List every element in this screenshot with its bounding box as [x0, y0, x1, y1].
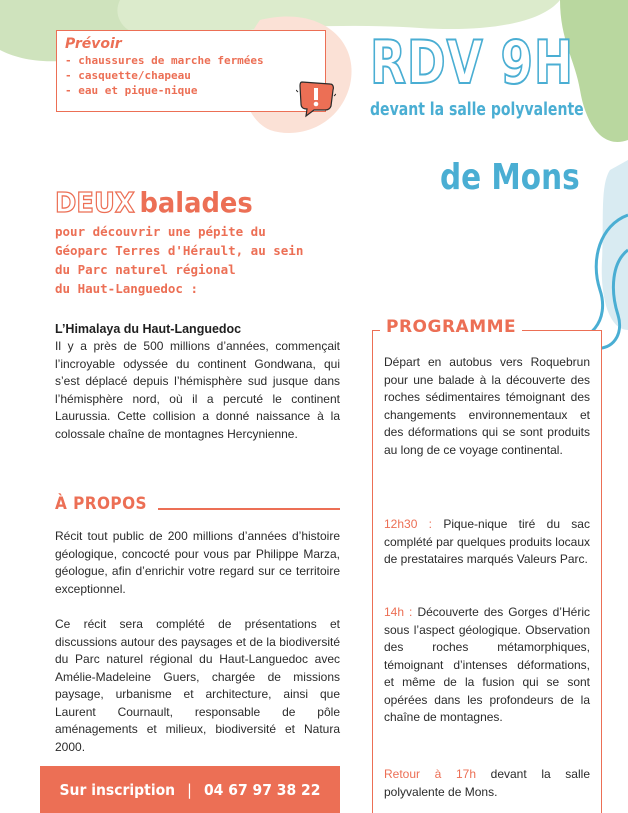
apropos-p2-block [55, 616, 340, 756]
prevoir-title: Prévoir [65, 36, 122, 52]
apropos-title: À PROPOS [55, 494, 148, 514]
programme-step-3 [384, 766, 590, 801]
prevoir-item: - eau et pique-nique [65, 84, 198, 97]
programme-text-2: Découverte des Gorges d’Héric sous l’aspect géologique. Observation des roches métamorphiques, témoignant d’intenses déformations, et même de la fusion qui se sont opérées dans les profondeurs de la chaîne de montagnes. [384, 605, 590, 724]
prevoir-item: - chaussures de marche fermées [65, 54, 264, 67]
programme-time-3: Retour à 17h [384, 767, 476, 781]
programme-intro-block [384, 354, 590, 459]
headline-line: du Haut-Languedoc : [55, 281, 198, 296]
programme-text-3: devant la salle polyvalente de Mons. [384, 767, 590, 799]
programme-step-1 [384, 516, 590, 569]
himalaya-section [55, 322, 340, 443]
inscription-label: Sur inscription [59, 780, 176, 799]
inscription-banner [40, 766, 340, 813]
warning-bubble-icon [296, 78, 336, 118]
headline [55, 188, 345, 298]
apropos-p2: Ce récit sera complété de présentations et discussions autour des paysages et de la biodiversité du Parc naturel régional du Haut-Languedoc avec Amélie-Madeleine Guers, chargée de missions paysage, urbanisme et architecture, ainsi que Laurent Cournault, responsable de pôle aménagements et milieux, biodiversité et Natura 2000. [55, 617, 340, 754]
programme-title: PROGRAMME [380, 317, 522, 337]
programme-step-2 [384, 604, 590, 727]
prevoir-item: - casquette/chapeau [65, 69, 191, 82]
headline-line: du Parc naturel régional [55, 262, 236, 277]
programme-text-1: Pique-nique tiré du sac complété par quelques produits locaux de prestataires marqués Valeurs Parc. [384, 517, 590, 566]
rdv-place: de Mons [440, 157, 580, 198]
rdv-time: RDV 9H [370, 28, 574, 98]
rdv-block [370, 28, 600, 198]
headline-line: pour découvrir une pépite du [55, 224, 266, 239]
apropos-p1-block [55, 528, 340, 598]
inscription-separator: | [187, 780, 192, 799]
rdv-location-sub: devant la salle polyvalente [370, 99, 584, 120]
programme-time-1: 12h30 : [384, 517, 433, 531]
himalaya-title: L’Himalaya du Haut-Languedoc [55, 322, 242, 336]
programme-time-2: 14h : [384, 605, 413, 619]
prevoir-box [56, 30, 326, 112]
programme-intro: Départ en autobus vers Roquebrun pour une balade à la découverte des roches sédimentaires témoignant des changements environnementaux et des déformations qui se sont produits au long de ce voyage continental. [384, 355, 590, 457]
himalaya-text: Il y a près de 500 millions d’années, commençait l’incroyable odyssée du continent Gondwana, qui s’est déplacé depuis l’hémisphère sud jusque dans l’hémisphère nord, où il a percuté le continent Laurussia. Cette collision a donné naissance à la colossale chaîne de montagnes Hercynienne. [55, 339, 340, 441]
headline-line: Géoparc Terres d'Hérault, au sein [55, 243, 304, 258]
inscription-phone[interactable]: 04 67 97 38 22 [203, 780, 321, 799]
apropos-divider [158, 508, 340, 510]
headline-deux: DEUX [55, 186, 135, 219]
headline-balades: balades [139, 186, 253, 219]
apropos-p1: Récit tout public de 200 millions d’années d’histoire géologique, concocté pour vous par Philippe Marza, géologue, afin d’enrichir votre regard sur ce territoire exceptionnel. [55, 529, 340, 596]
